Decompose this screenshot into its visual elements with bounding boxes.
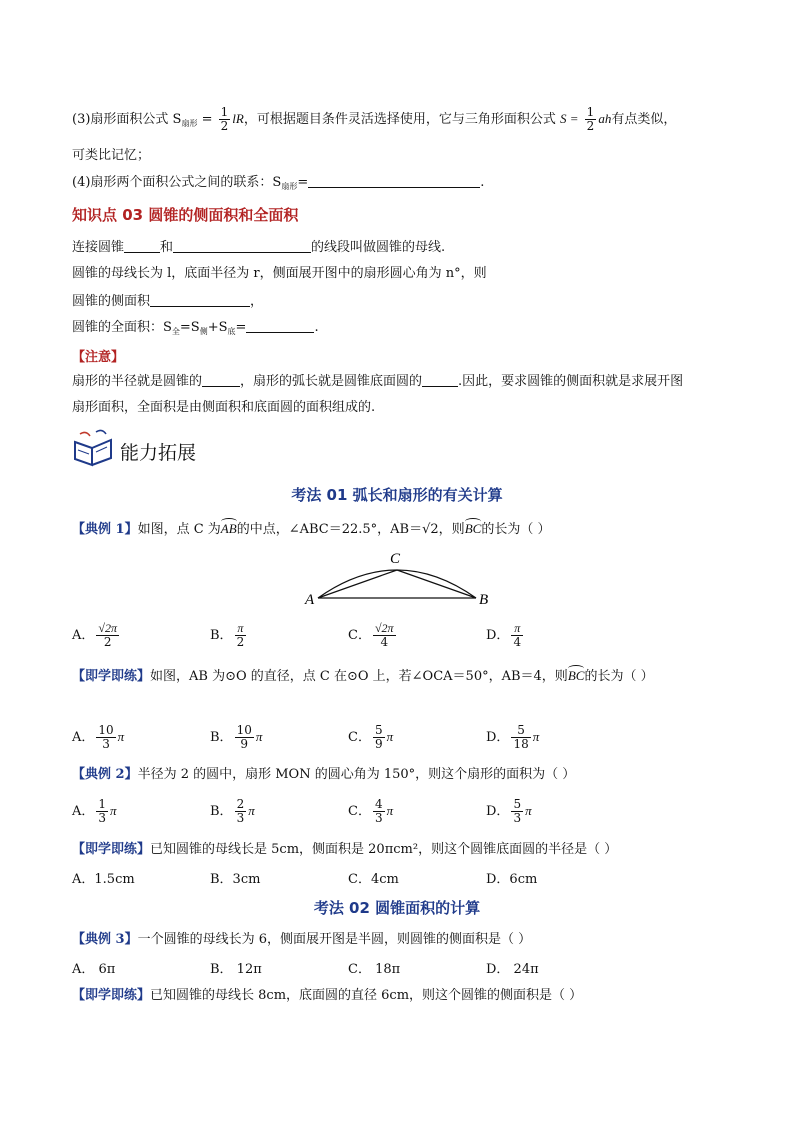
text: 的线段叫做圆锥的母线. — [311, 240, 446, 255]
cone-line-1 — [72, 238, 445, 258]
question-5 — [72, 930, 531, 950]
text: 扇形的半径就是圆锥的 — [72, 374, 203, 389]
arc-BC — [465, 521, 482, 536]
text: ， — [250, 294, 264, 309]
section-title-1: 考法 01 弧长和扇形的有关计算 — [291, 486, 503, 504]
fill-blank[interactable] — [202, 372, 240, 387]
fill-blank[interactable] — [173, 238, 311, 253]
equals: = — [235, 320, 247, 335]
option-B[interactable]: B． $\frac{\pi}{2}$ — [210, 621, 245, 649]
denominator: 2 — [586, 119, 595, 133]
point-A: A — [305, 592, 315, 608]
text: ，扇形的弧长就是圆锥底面圆的 — [240, 374, 423, 389]
fill-blank[interactable] — [246, 318, 314, 333]
option-D[interactable]: D． $\frac{5}{18}$ π — [486, 723, 540, 751]
text: 已知圆锥的母线长 8cm，底面圆的直径 6cm，则这个圆锥的侧面积是（ ） — [150, 988, 583, 1003]
formula-ah: ah — [598, 111, 612, 126]
note-line-2: 扇形面积，全面积是由侧面积和底面圆的面积组成的. — [72, 400, 376, 415]
option-B[interactable]: B． 12π — [210, 962, 262, 977]
option-B[interactable]: B．3cm — [210, 872, 261, 887]
text: 圆锥的全面积：S — [72, 320, 172, 335]
section-title-2: 考法 02 圆锥面积的计算 — [313, 899, 481, 917]
fill-blank[interactable] — [308, 173, 480, 188]
point-C: C — [390, 551, 401, 567]
option-D[interactable]: D． $\frac{\pi}{4}$ — [486, 621, 522, 649]
equals: = — [297, 175, 309, 190]
text: +S — [207, 320, 228, 335]
formula-line-4 — [72, 173, 484, 197]
question-tag: 【即学即练】 — [72, 669, 151, 684]
denominator: 2 — [220, 119, 229, 133]
cone-line-2: 圆锥的母线长为 l，底面半径为 r，侧面展开图中的扇形圆心角为 n°，则 — [72, 266, 487, 281]
text: 有点类似， — [611, 112, 677, 127]
subscript: 扇形 — [181, 119, 198, 128]
book-icon — [72, 428, 116, 468]
text: 如图，AB 为⊙O 的直径，点 C 在⊙O 上，若∠OCA＝50°，AB＝4，则 — [150, 669, 568, 684]
subscript: 扇形 — [281, 182, 298, 191]
option-C[interactable]: C．4cm — [348, 872, 399, 887]
sqrt: √2 — [422, 522, 439, 537]
text: 如图，点 C 为 — [137, 522, 221, 537]
text: 已知圆锥的母线长是 5cm，侧面积是 20πcm²，则这个圆锥底面圆的半径是（ ） — [150, 842, 618, 857]
option-B[interactable]: B． $\frac{2}{3}$ π — [210, 797, 255, 825]
equals: = — [201, 112, 213, 127]
ability-title: 能力拓展 — [120, 442, 197, 464]
option-C[interactable]: C． $\frac{5}{9}$ π — [348, 723, 394, 751]
cone-line-3 — [72, 292, 263, 312]
question-tag: 【即学即练】 — [72, 842, 151, 857]
numerator: 1 — [220, 105, 229, 119]
arc-figure — [300, 546, 500, 610]
question-3 — [72, 765, 575, 785]
point-B: B — [479, 592, 489, 608]
question-tag: 【典例 3】 — [72, 932, 138, 947]
cone-line-4 — [72, 318, 319, 342]
text: 和 — [160, 240, 174, 255]
subscript: 侧 — [199, 327, 208, 336]
question-tag: 【典例 1】 — [72, 522, 138, 537]
period: . — [314, 320, 319, 335]
question-tag: 【典例 2】 — [72, 767, 138, 782]
note-title: 【注意】 — [72, 350, 125, 365]
option-D[interactable]: D． 24π — [486, 962, 539, 977]
option-A[interactable]: A． $\frac{√2\pi}{2}$ — [72, 621, 117, 649]
period: . — [480, 175, 485, 190]
text: 的中点，∠ABC＝22.5°，AB＝ — [236, 522, 423, 537]
text: ，可根据题目条件灵活选择使用，它与三角形面积公式 — [243, 112, 556, 127]
fill-blank[interactable] — [422, 372, 458, 387]
arc-label: BC — [464, 521, 482, 536]
formula-line-3 — [72, 106, 676, 134]
text-line: 可类比记忆； — [72, 148, 151, 163]
option-D[interactable]: D．6cm — [486, 872, 538, 887]
text: 的长为（ ） — [481, 522, 551, 537]
option-A[interactable]: A． $\frac{10}{3}$ π — [72, 723, 125, 751]
option-A[interactable]: A． 6π — [72, 962, 116, 977]
text: (3)扇形面积公式 S — [72, 112, 182, 127]
text: 半径为 2 的圆中，扇形 MON 的圆心角为 150°，则这个扇形的面积为（ ） — [137, 767, 576, 782]
question-6 — [72, 986, 582, 1006]
subscript: 底 — [227, 327, 236, 336]
note-line-1 — [72, 372, 683, 392]
question-2 — [72, 666, 654, 687]
text: 一个圆锥的母线长为 6，侧面展开图是半圆，则圆锥的侧面积是（ ） — [137, 932, 532, 947]
formula-S: S = — [560, 111, 579, 126]
arc-label: BC — [567, 668, 585, 683]
option-C[interactable]: C． $\frac{√2\pi}{4}$ — [348, 621, 394, 649]
option-A[interactable]: A． $\frac{1}{3}$ π — [72, 797, 117, 825]
numerator: 1 — [586, 105, 595, 119]
text: (4)扇形两个面积公式之间的联系：S — [72, 175, 282, 190]
arc-BC — [568, 668, 585, 683]
fraction-half — [219, 106, 231, 133]
fill-blank[interactable] — [150, 292, 250, 307]
arc-AB — [221, 521, 237, 536]
fill-blank[interactable] — [124, 238, 160, 253]
option-A[interactable]: A．1.5cm — [72, 872, 135, 887]
knowledge-point-title: 知识点 03 圆锥的侧面积和全面积 — [72, 206, 299, 224]
formula-lR: lR — [232, 111, 244, 126]
text: 连接圆锥 — [72, 240, 125, 255]
option-D[interactable]: D． $\frac{5}{3}$ π — [486, 797, 532, 825]
question-4 — [72, 840, 617, 860]
question-tag: 【即学即练】 — [72, 988, 151, 1003]
text: ，则 — [438, 522, 465, 537]
subscript: 全 — [171, 327, 180, 336]
fraction-half-2 — [585, 106, 597, 133]
text: .因此，要求圆锥的侧面积就是求展开图 — [458, 374, 684, 389]
arc-label: AB — [220, 521, 237, 536]
option-C[interactable]: C． 18π — [348, 962, 401, 977]
text: 圆锥的侧面积 — [72, 294, 151, 309]
option-C[interactable]: C． $\frac{4}{3}$ π — [348, 797, 394, 825]
text: 的长为（ ） — [584, 669, 654, 684]
option-B[interactable]: B． $\frac{10}{9}$ π — [210, 723, 263, 751]
text: =S — [179, 320, 200, 335]
question-1 — [72, 519, 550, 540]
